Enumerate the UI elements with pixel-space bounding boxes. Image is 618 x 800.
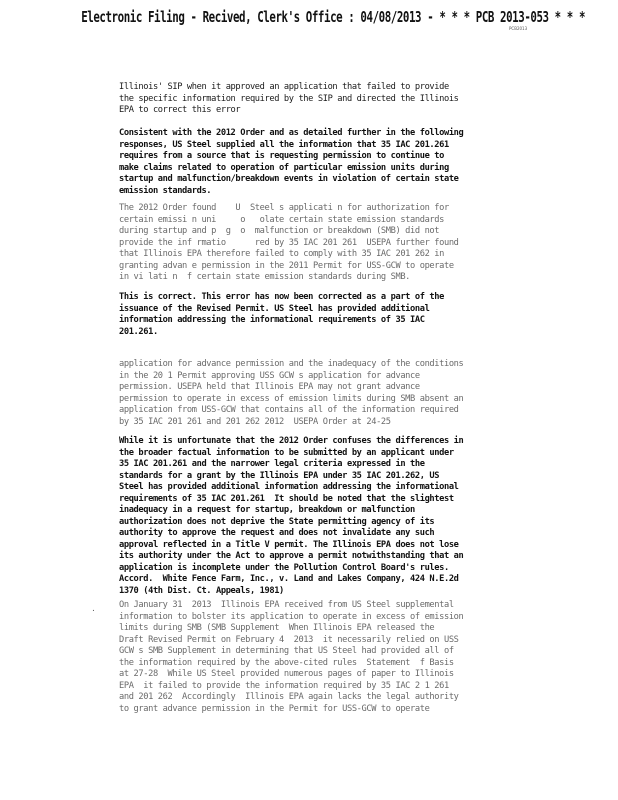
filing-stamp: PCB2013 [509,26,528,31]
paragraph-january-supplement: On January 31 2013 Illinois EPA received from US Steel supplemental information to bolster its application to operate in excess of emission limits during SMB (SMB Supplement When Illinois EPA released the Draft Revised Permit on February 4 2013 it necessarily relied on USS GCW s SMB Supplement in determining that US Steel had provided all of the information required by the above-cited rules Statement f Basis at 27-28 While US Steel provided numerous pages of paper to Illinois EPA it failed to provide the information required by 35 IAC 2 1 261 and 201 262 Accordingly Illinois EPA again lacks the legal authority to grant advance permission in the Permit for USS-GCW to operate [119,600,464,714]
paragraph-response-unfortunate: While it is unfortunate that the 2012 Order confuses the differences in the broader factual information to be submitted by an applicant under 35 IAC 201.261 and the narrower legal criteria expressed in the standards for a grant by the Illinois EPA under 35 IAC 201.262, US Steel has provided additional information addressing the informational requirements of 35 IAC 201.261 It should be noted that the slightest inadequacy in a request for startup, breakdown or malfunction authorization does not deprive the State permitting agency of its authority to approve the request and does not invalidate any such approval reflected in a Title V permit. The Illinois EPA does not lose its authority under the Act to approve a permit notwithstanding that an application is incomplete under the Pollution Control Board's rules. Accord. White Fence Farm, Inc., v. Land and Lakes Company, 424 N.E.2d 1370 (4th Dist. Ct. Appeals, 1981) [119,436,464,596]
paragraph-2012-order-finding: The 2012 Order found U Steel s applicati n for authorization for certain emissi n uni o olate certain state emission standards during startup and p g o malfunction or breakdown (SMB) did not provide the inf rmatio red by 35 IAC 201 261 USEPA further found that Illinois EPA therefore failed to comply with 35 IAC 201 262 in granting advan e permission in the 2011 Permit for USS-GCW to operate in vi lati n f certain state emission standards during SMB. [119,203,459,282]
paragraph-response-consistent: Consistent with the 2012 Order and as detailed further in the following responses, US Steel supplied all the information that 35 IAC 201.261 requires from a source that is requesting permission to continue to make claims related to operation of particular emission units during startup and malfunction/breakdown events in violation of certain state emission standards. [119,128,464,196]
paragraph-response-correct: This is correct. This error has now been corrected as a part of the issuance of the Revised Permit. US Steel has provided additional information addressing the informational requirements of 35 IAC 201.261. [119,292,444,337]
paragraph-usepa-holding: application for advance permission and the inadequacy of the conditions in the 20 1 Permit approving USS GCW s application for advance permission. USEPA held that Illinois EPA may not grant advance permission to operate in excess of emission limits during SMB absent an application from USS-GCW that contains all of the information required by 35 IAC 201 261 and 201 262 2012 USEPA Order at 24-25 [119,359,464,427]
paragraph-sip-intro: Illinois' SIP when it approved an application that failed to provide the specific information required by the SIP and directed the Illinois EPA to correct this error [119,82,459,115]
list-bullet: . [92,604,95,614]
filing-header: Electronic Filing - Recived, Clerk's Office : 04/08/2013 - * * * PCB 2013-053 * * * [81,8,586,26]
